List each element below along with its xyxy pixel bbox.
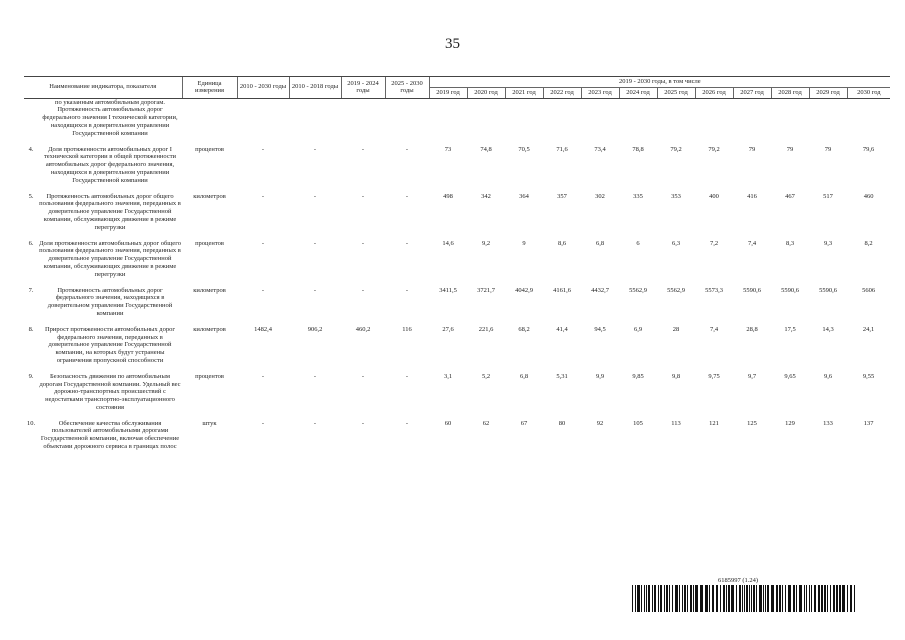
- barcode-bar: [756, 585, 757, 612]
- value-cell: 79,2: [670, 145, 682, 153]
- barcode-bar: [742, 585, 743, 612]
- row-spacer: [24, 279, 890, 287]
- col-header-year: 2027 год: [733, 87, 771, 98]
- value-cell: 6: [636, 239, 640, 247]
- value-cell: 125: [747, 419, 757, 427]
- barcode-bar: [827, 585, 828, 612]
- value-cell: 9,7: [747, 372, 757, 380]
- row-number: 6.: [28, 239, 34, 247]
- value-cell: 60: [444, 419, 452, 427]
- value-cell: -: [261, 286, 265, 294]
- value-cell: 6,9: [633, 325, 643, 333]
- barcode-bar: [726, 585, 727, 612]
- value-cell: 79,2: [708, 145, 720, 153]
- value-cell: -: [361, 286, 365, 294]
- value-cell: 302: [595, 192, 605, 200]
- col-header-2010-2030: 2010 - 2030 годы: [237, 77, 289, 99]
- value-cell: [809, 98, 847, 137]
- indicator-name: Протяженность автомобильных дорог федерального значения, находящихся в доверительном управлении Государственной компании: [47, 286, 173, 317]
- value-cell: 14,3: [822, 325, 834, 333]
- value-cell: 5606: [862, 286, 876, 294]
- value-cell: [385, 98, 429, 137]
- row-spacer: [24, 185, 890, 193]
- barcode-bar: [652, 585, 653, 612]
- value-cell: 28,8: [746, 325, 758, 333]
- col-header-unit: Единица измерения: [182, 77, 237, 99]
- barcode-bar: [635, 585, 636, 612]
- unit-cell: штук: [202, 419, 217, 427]
- barcode-bar: [824, 585, 826, 612]
- indicators-table: [24, 76, 890, 451]
- barcode-bar: [793, 585, 795, 612]
- value-cell: 400: [709, 192, 719, 200]
- value-cell: 9,85: [632, 372, 644, 380]
- barcode-bar: [637, 585, 640, 612]
- barcode-bar: [672, 585, 673, 612]
- value-cell: -: [261, 145, 265, 153]
- value-cell: -: [405, 419, 409, 427]
- barcode-bar: [847, 585, 848, 612]
- row-number: 9.: [28, 372, 34, 380]
- indicator-name: Прирост протяженности автомобильных дорог федерального значения, переданных в доверительное управление Государственной компании, на которых будут устранены ограничения пропускной способности: [44, 325, 176, 364]
- value-cell: 364: [519, 192, 529, 200]
- barcode-bar: [664, 585, 665, 612]
- value-cell: 78,8: [632, 145, 644, 153]
- value-cell: -: [261, 419, 265, 427]
- barcode-bar: [641, 585, 642, 612]
- barcode-bar: [731, 585, 734, 612]
- barcode-bar: [799, 585, 802, 612]
- value-cell: -: [313, 419, 317, 427]
- value-cell: 5590,6: [781, 286, 799, 294]
- value-cell: 8,3: [785, 239, 795, 247]
- value-cell: 80: [558, 419, 566, 427]
- barcode-bar: [782, 585, 783, 612]
- value-cell: 28: [672, 325, 680, 333]
- value-cell: 6,8: [519, 372, 529, 380]
- value-cell: -: [313, 192, 317, 200]
- barcode-bar: [811, 585, 812, 612]
- row-number: [24, 98, 38, 137]
- barcode-bar: [833, 585, 835, 612]
- table-row: [24, 287, 890, 318]
- value-cell: 342: [481, 192, 491, 200]
- value-cell: 67: [520, 419, 528, 427]
- col-header-year: 2028 год: [771, 87, 809, 98]
- row-number: 7.: [28, 286, 34, 294]
- table-row: [24, 420, 890, 451]
- barcode-bar: [632, 585, 633, 612]
- barcode-bar: [767, 585, 769, 612]
- value-cell: 73: [444, 145, 452, 153]
- unit-cell: километров: [193, 192, 226, 200]
- value-cell: 92: [596, 419, 604, 427]
- value-cell: -: [313, 286, 317, 294]
- barcode-bar: [736, 585, 737, 612]
- value-cell: 7,4: [709, 325, 719, 333]
- unit-cell: процентов: [195, 145, 224, 153]
- barcode-bar: [644, 585, 645, 612]
- indicator-name: по указанным автомобильным дорогам. Протяженность автомобильных дорог федерального значения I технической категории, находящихся в доверительном управлении Государственной компании: [42, 98, 178, 137]
- unit-cell: километров: [193, 325, 226, 333]
- barcode-bar: [712, 585, 714, 612]
- barcode-bar: [716, 585, 718, 612]
- col-header-2025-2030: 2025 - 2030 годы: [385, 77, 429, 99]
- barcode-bar: [658, 585, 659, 612]
- value-cell: 3411,5: [439, 286, 457, 294]
- barcode-bar: [821, 585, 823, 612]
- value-cell: 9,9: [595, 372, 605, 380]
- value-cell: 4432,7: [591, 286, 609, 294]
- value-cell: [467, 98, 505, 137]
- barcode-bar: [669, 585, 670, 612]
- barcode-bar: [749, 585, 750, 612]
- barcode-bar: [771, 585, 774, 612]
- barcode-bar: [806, 585, 807, 612]
- barcode-bar: [648, 585, 650, 612]
- col-header-year: 2029 год: [809, 87, 847, 98]
- value-cell: 5590,6: [743, 286, 761, 294]
- barcode-image: [630, 585, 860, 612]
- value-cell: 357: [557, 192, 567, 200]
- col-header-year: 2022 год: [543, 87, 581, 98]
- barcode-bar: [690, 585, 692, 612]
- value-cell: 3721,7: [477, 286, 495, 294]
- barcode-bar: [785, 585, 786, 612]
- value-cell: 116: [402, 325, 412, 333]
- value-cell: 335: [633, 192, 643, 200]
- unit-cell: километров: [193, 286, 226, 294]
- table-row: [24, 326, 890, 365]
- col-header-year: 2030 год: [847, 87, 890, 98]
- value-cell: [771, 98, 809, 137]
- col-header-year: 2023 год: [581, 87, 619, 98]
- row-spacer: [24, 365, 890, 373]
- value-cell: 24,1: [862, 325, 875, 333]
- barcode-bar: [660, 585, 662, 612]
- value-cell: 8,2: [864, 239, 873, 247]
- value-cell: 7,4: [747, 239, 757, 247]
- value-cell: 5,2: [481, 372, 491, 380]
- barcode-bar: [814, 585, 816, 612]
- barcode-bar: [687, 585, 688, 612]
- page-number: 35: [445, 36, 460, 52]
- indicator-name: Протяженность автомобильных дорог общего пользования федерального значения, переданных в доверительное управление Государственной компании, обслуживающих движение в режиме перегрузки: [39, 192, 181, 231]
- value-cell: 79,6: [862, 145, 875, 153]
- value-cell: 113: [671, 419, 681, 427]
- value-cell: -: [361, 239, 365, 247]
- barcode-bar: [759, 585, 762, 612]
- value-cell: 94,5: [594, 325, 606, 333]
- value-cell: 5590,6: [819, 286, 837, 294]
- value-cell: 79: [748, 145, 756, 153]
- value-cell: -: [261, 372, 265, 380]
- value-cell: [619, 98, 657, 137]
- table-row: [24, 146, 890, 185]
- value-cell: -: [405, 372, 409, 380]
- value-cell: -: [361, 145, 365, 153]
- value-cell: 17,5: [784, 325, 796, 333]
- col-header-year: 2026 год: [695, 87, 733, 98]
- value-cell: 9: [522, 239, 526, 247]
- value-cell: [543, 98, 581, 137]
- value-cell: 9,75: [708, 372, 720, 380]
- barcode-bar: [809, 585, 810, 612]
- row-spacer: [24, 412, 890, 420]
- value-cell: 9,65: [784, 372, 796, 380]
- value-cell: [505, 98, 543, 137]
- value-cell: 79: [824, 145, 832, 153]
- value-cell: 5562,9: [667, 286, 685, 294]
- value-cell: -: [261, 239, 265, 247]
- value-cell: -: [405, 145, 409, 153]
- barcode-bar: [836, 585, 838, 612]
- barcode-number: 6185997 (1.24): [718, 577, 759, 584]
- value-cell: 27,6: [442, 325, 454, 333]
- col-header-2010-2018: 2010 - 2018 годы: [289, 77, 341, 99]
- value-cell: 6,3: [671, 239, 681, 247]
- row-number: 8.: [28, 325, 34, 333]
- col-header-year: 2024 год: [619, 87, 657, 98]
- barcode-bar: [709, 585, 710, 612]
- value-cell: 517: [823, 192, 833, 200]
- barcode-bar: [682, 585, 683, 612]
- barcode-bar: [684, 585, 686, 612]
- barcode-bar: [751, 585, 752, 612]
- barcode-bar: [744, 585, 745, 612]
- barcode-bar: [763, 585, 764, 612]
- value-cell: 74,8: [480, 145, 492, 153]
- value-cell: 121: [709, 419, 719, 427]
- col-header-year: 2021 год: [505, 87, 543, 98]
- value-cell: 5,31: [556, 372, 568, 380]
- value-cell: -: [361, 192, 365, 200]
- barcode-bar: [818, 585, 820, 612]
- value-cell: 105: [633, 419, 643, 427]
- barcode-bar: [804, 585, 805, 612]
- table-row: [24, 193, 890, 232]
- col-header-year: 2025 год: [657, 87, 695, 98]
- value-cell: 7,2: [709, 239, 719, 247]
- indicator-name: Доля протяженности автомобильных дорог I технической категории в общей протяженности автомобильных дорог федерального значения, находящихся в доверительном управлении Государственной компании: [43, 145, 177, 184]
- value-cell: 9,2: [481, 239, 491, 247]
- value-cell: 79: [786, 145, 794, 153]
- value-cell: -: [313, 372, 317, 380]
- barcode-bar: [854, 585, 855, 612]
- value-cell: 6,8: [595, 239, 605, 247]
- barcode-bar: [723, 585, 725, 612]
- barcode-bar: [675, 585, 678, 612]
- indicator-name: Доля протяженности автомобильных дорог общего пользования федерального значения, переданных в доверительное управление Государственной компании, обслуживающих движение в режиме перегрузки: [39, 239, 181, 278]
- value-cell: 62: [482, 419, 490, 427]
- value-cell: 416: [747, 192, 757, 200]
- value-cell: 137: [863, 419, 874, 427]
- value-cell: 4042,9: [515, 286, 533, 294]
- table-row: [24, 240, 890, 279]
- barcode-bar: [728, 585, 730, 612]
- barcode-bar: [720, 585, 721, 612]
- value-cell: 9,3: [823, 239, 833, 247]
- barcode-bar: [739, 585, 741, 612]
- unit-cell: [182, 98, 237, 137]
- value-cell: -: [405, 192, 409, 200]
- barcode-bar: [693, 585, 694, 612]
- row-number: 10.: [26, 419, 36, 427]
- value-cell: 9,6: [823, 372, 833, 380]
- value-cell: 9,55: [862, 372, 875, 380]
- table-body: [24, 98, 890, 451]
- value-cell: 5562,9: [629, 286, 647, 294]
- value-cell: 73,4: [594, 145, 606, 153]
- barcode-bar: [850, 585, 852, 612]
- value-cell: [657, 98, 695, 137]
- value-cell: [341, 98, 385, 137]
- col-header-group: 2019 - 2030 годы, в том числе: [429, 77, 890, 88]
- barcode-bar: [679, 585, 680, 612]
- barcode-bar: [839, 585, 841, 612]
- value-cell: 71,6: [556, 145, 568, 153]
- col-header-year: 2019 год: [429, 87, 467, 98]
- value-cell: 8,6: [557, 239, 567, 247]
- barcode-bar: [765, 585, 766, 612]
- value-cell: 221,6: [478, 325, 494, 333]
- value-cell: 3,1: [443, 372, 453, 380]
- value-cell: 460: [863, 192, 874, 200]
- value-cell: 14,6: [442, 239, 454, 247]
- row-number: 4.: [28, 145, 34, 153]
- unit-cell: процентов: [195, 239, 224, 247]
- col-header-2019-2024: 2019 - 2024 годы: [341, 77, 385, 99]
- value-cell: -: [361, 372, 365, 380]
- row-spacer: [24, 138, 890, 146]
- value-cell: 1482,4: [254, 325, 272, 333]
- value-cell: 41,4: [556, 325, 568, 333]
- value-cell: [237, 98, 289, 137]
- barcode-bar: [700, 585, 703, 612]
- value-cell: [847, 98, 890, 137]
- value-cell: 129: [785, 419, 795, 427]
- value-cell: [695, 98, 733, 137]
- unit-cell: процентов: [195, 372, 224, 380]
- barcode-bar: [842, 585, 845, 612]
- barcode-bar: [779, 585, 781, 612]
- value-cell: -: [313, 145, 317, 153]
- value-cell: 353: [671, 192, 681, 200]
- col-header-name: Наименование индикатора, показателя: [24, 77, 182, 99]
- barcode-bar: [753, 585, 755, 612]
- value-cell: 498: [443, 192, 453, 200]
- row-spacer: [24, 232, 890, 240]
- value-cell: -: [261, 192, 265, 200]
- value-cell: 9,8: [671, 372, 681, 380]
- value-cell: [733, 98, 771, 137]
- value-cell: 4161,6: [553, 286, 571, 294]
- value-cell: -: [361, 419, 365, 427]
- value-cell: [429, 98, 467, 137]
- value-cell: 70,5: [518, 145, 530, 153]
- value-cell: -: [405, 239, 409, 247]
- value-cell: 467: [785, 192, 795, 200]
- barcode-bar: [695, 585, 698, 612]
- indicator-name: Безопасность движения по автомобильным дорогам Государственной компании. Удельный вес дорожно-транспортных происшествий с недостатками транспортно-эксплуатационного состояния: [39, 372, 181, 411]
- table-row: [24, 373, 890, 412]
- barcode-bar: [746, 585, 748, 612]
- value-cell: [581, 98, 619, 137]
- barcode-bar: [788, 585, 791, 612]
- value-cell: 460,2: [355, 325, 371, 333]
- table-row: [24, 98, 890, 137]
- barcode-bar: [705, 585, 708, 612]
- barcode-bar: [654, 585, 656, 612]
- row-spacer: [24, 318, 890, 326]
- value-cell: 5573,3: [705, 286, 723, 294]
- col-header-year: 2020 год: [467, 87, 505, 98]
- value-cell: [289, 98, 341, 137]
- barcode-bar: [646, 585, 647, 612]
- value-cell: -: [405, 286, 409, 294]
- value-cell: 133: [823, 419, 833, 427]
- value-cell: 906,2: [307, 325, 323, 333]
- barcode-bar: [776, 585, 778, 612]
- barcode-bar: [830, 585, 831, 612]
- value-cell: -: [313, 239, 317, 247]
- indicator-name: Обеспечение качества обслуживания пользователей автомобильными дорогами Государственной компании, включая обеспечение объектами дорожного сервиса в границах полос: [40, 419, 180, 451]
- row-number: 5.: [28, 192, 34, 200]
- barcode-bar: [796, 585, 797, 612]
- barcode-bar: [666, 585, 668, 612]
- value-cell: 68,2: [518, 325, 530, 333]
